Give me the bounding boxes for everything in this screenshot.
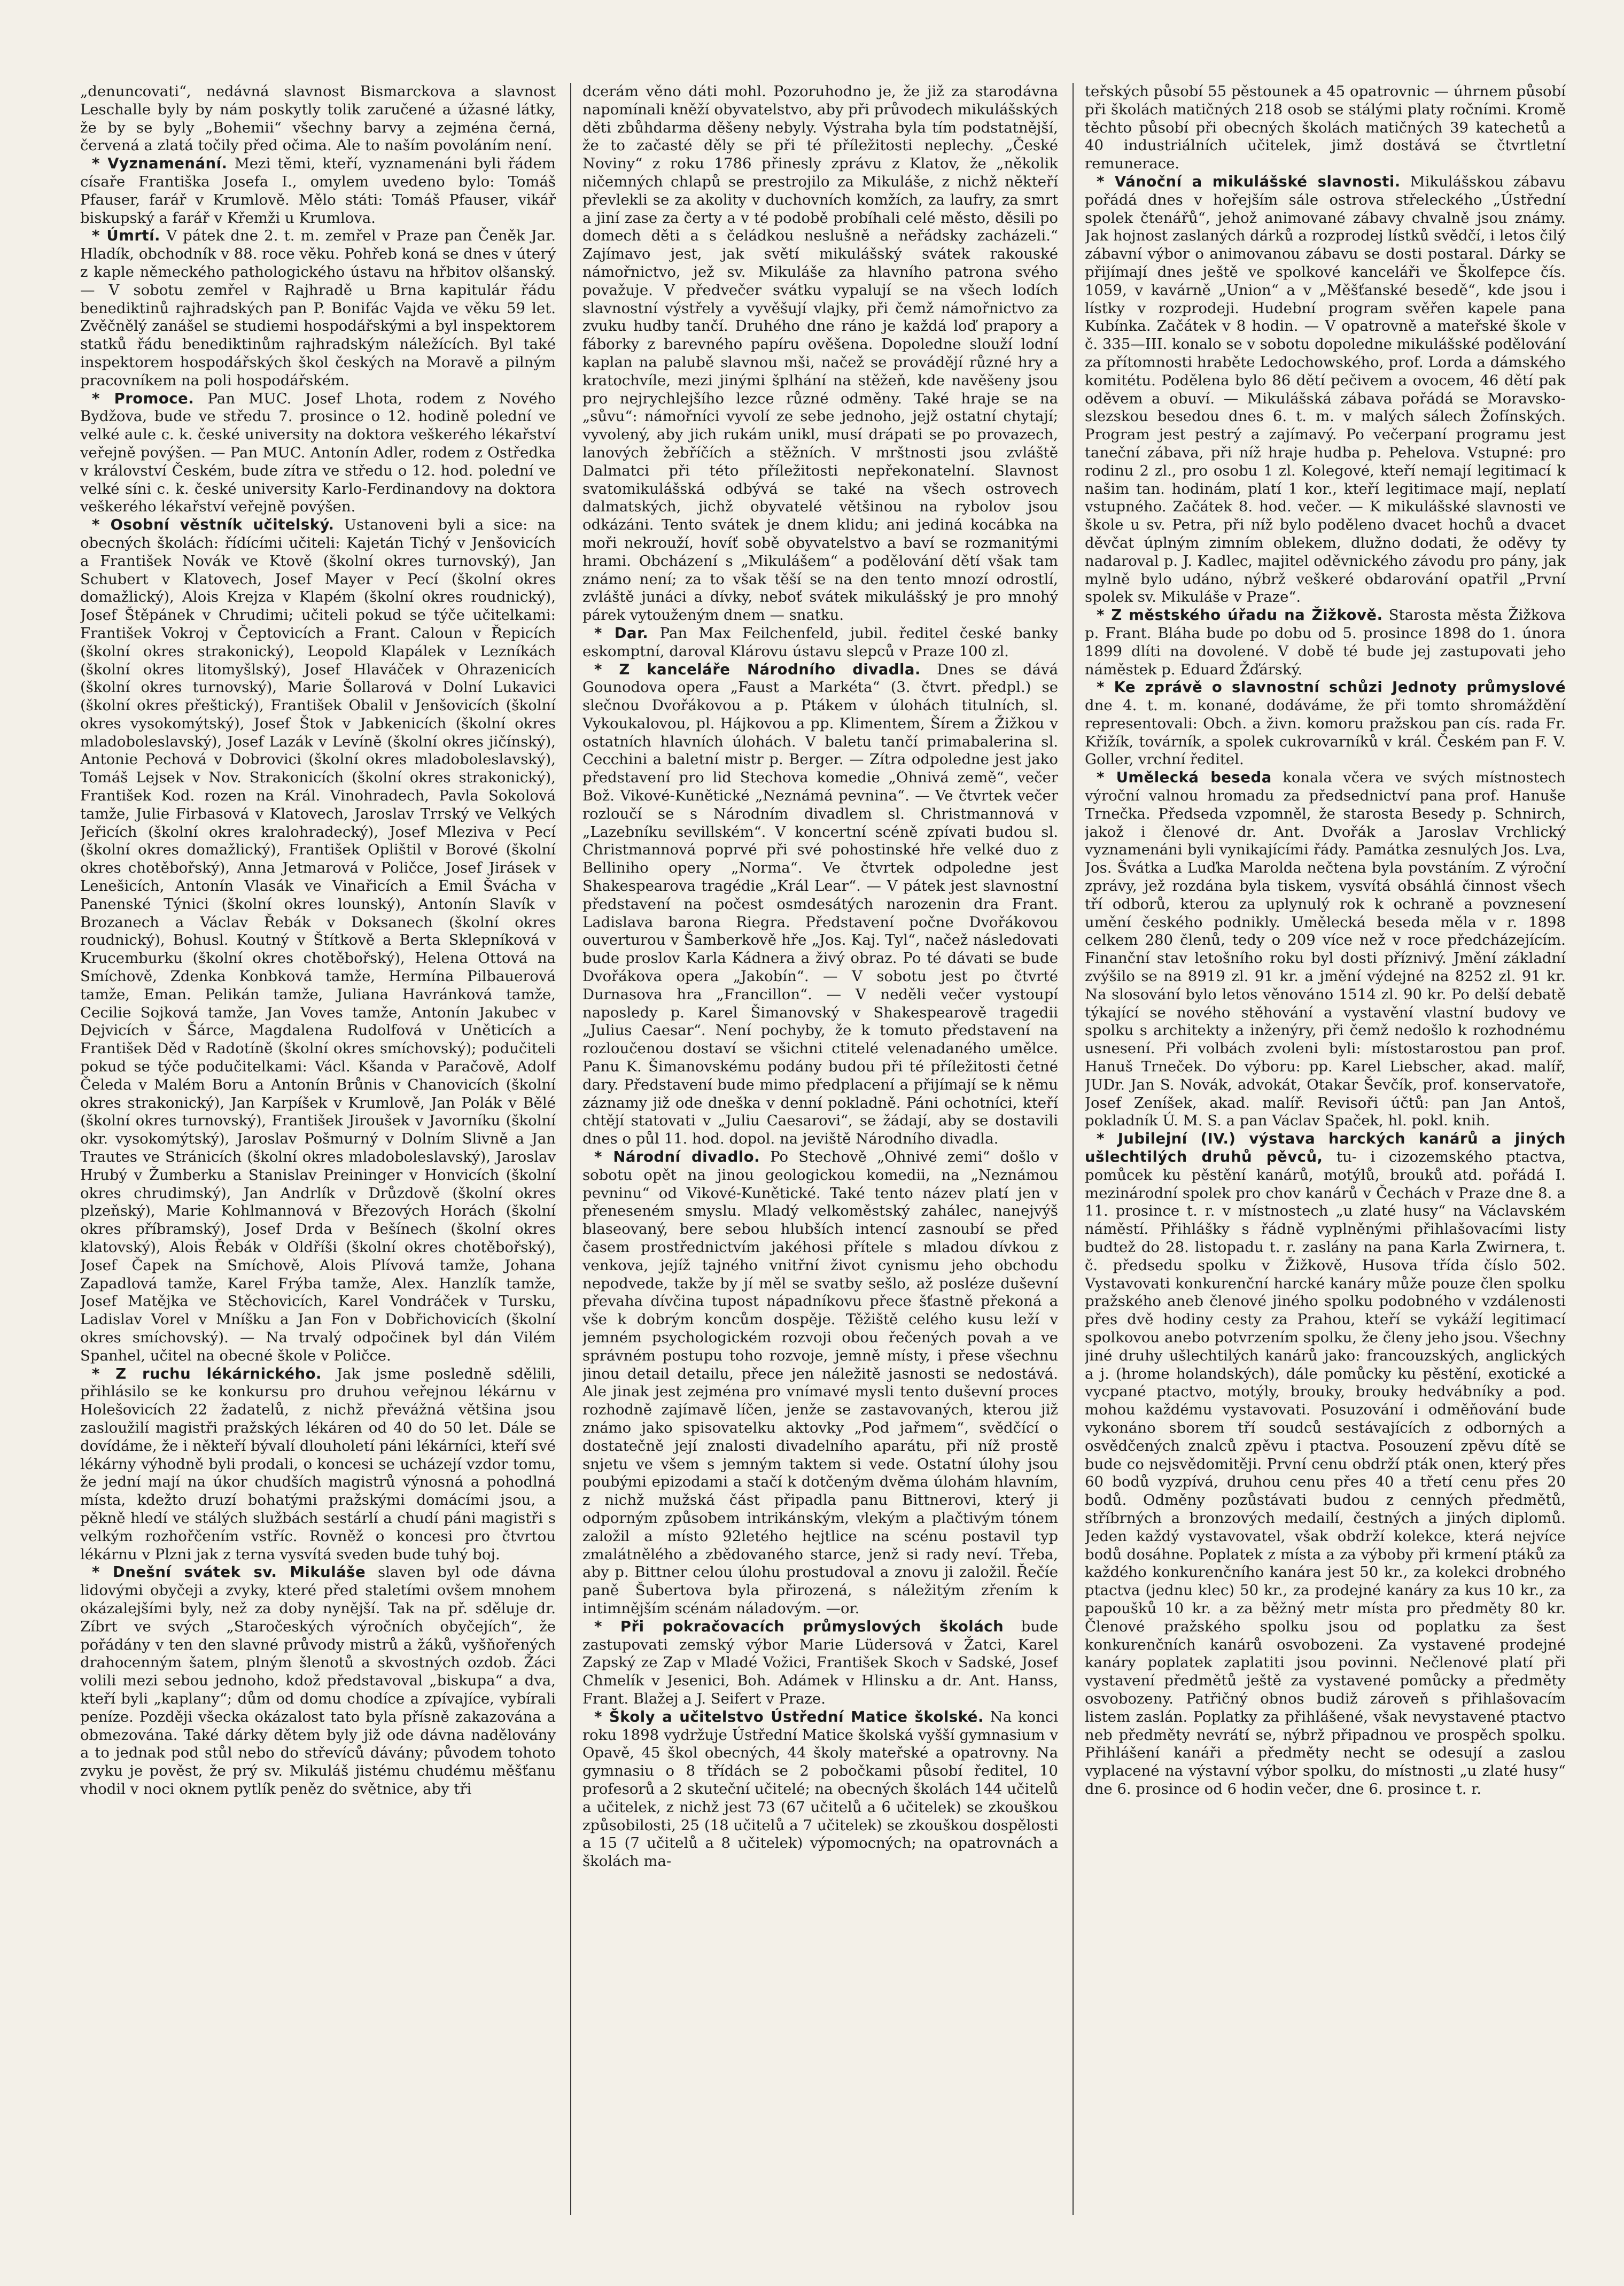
article-lekarnicky: * Z ruchu lékárnického. Jak jsme posledně sdělili, přihlásilo se ke konkursu pro druhou veřejnou lékárnu v Holešovicích 22 žadatelů, z nichž převážná většina jsou zasloužilí magistři pražských lékáren od 40 do 50 let. Dále se dovídáme, že i někteří bývalí dlouholetí páni lékárníci, kteří své lékárny výhodně byli prodali, o koncesi se ucházejí vzdor tomu, že jední mají na úkor chudších magistrů výnosná a pohodlná místa, kdežto druzí bohatými pražskými domácími jsou, a pěkně hledí ve stálých službách sestárlí a chudí páni magistři s velkým rozhořčením vstříc. Rovněž o koncesi pro čtvrtou lékárnu v Plzni jak z terna vysvítá sveden bude tuhý boj. [80,1365,556,1563]
article-heading: * Z ruchu lékárnického. [92,1365,322,1382]
article-vestnik-ucitelsky: * Osobní věstník učitelský. Ustanoveni byli a sice: na obecných školách: řídícími učiteli: Kajetán Tichý v Jenšovicích a František Novák ve Ktově (školní okres turnovský), Jan Schubert v Klatovech, Josef Mayer v Pecí (školní okres domažlický), Alois Krejza v Klapém (školní okres roudnický), Josef Štěpánek v Chrudimi; učiteli pokud se týče učitelkami: František Vokroj v Čeptovicích a Frant. Caloun v Řepicích (školní okres strakonický), Leopold Klapálek v Lezníkách (školní okres litomyšlský), Josef Hlaváček v Ohrazenicích (školní okres turnovský), Marie Šollarová v Dolní Lukavici (školní okres přeštický), František Obalil v Jenšovicích (školní okres vysokomýtský), Josef Štok v Jabkenicích (školní okres mladoboleslavský), Josef Lazák v Levíně (školní okres jičínský), Antonie Pechová v Dobrovici (školní okres mladoboleslavský), Tomáš Lejsek v Nov. Strakonicích (školní okres strakonický), František Kod. rozen na Král. Vinohradech, Pavla Sokolová tamže, Julie Firbasová v Klatovech, Jaroslav Trrský ve Velkých Jeřicích (školní okres kralohradecký), Josef Mleziva v Pecí (školní okres domažlický), František Oplištil v Borové (školní okres chotěbořský), Anna Jetmarová v Poličce, Josef Jirásek v Lenešicích, Antonín Vlasák ve Vinařicích a Emil Švácha v Panenské Týnici (školní okres lounský), Antonín Slavík v Brozanech a Václav Řebák v Doksanech (školní okres roudnický), Bohusl. Koutný v Štítkově a Berta Sklepníková v Krucemburku (školní okres chotěbořský), Helena Ottová na Smíchově, Zdenka Konbková tamže, Hermína Pilbauerová tamže, Eman. Pelikán tamže, Juliana Havránková tamže, Cecilie Sojková tamže, Jan Voves tamže, Antonín Jakubec v Dejvicích v Šárce, Magdalena Rudolfová v Uněticích a František Děd v Radotíně (školní okres smíchovský); podučiteli pokud se týče podučitelkami: Václ. Kšanda v Paračově, Adolf Čeleda v Malém Boru a Antonín Brůnis v Chanovicích (školní okres strakonický), Jan Karpíšek v Krumlově, Jan Polák v Bělé (školní okres turnovský), František Jiroušek v Javorníku (školní okr. vysokomýtský), Jaroslav Pošmurný v Dolním Slivně a Jan Trautes ve Stránicích (školní okres mladoboleslavský), Jaroslav Hrubý v Žumberku a Stanislav Preininger v Honvicích (školní okres chrudimský), Jan Andrlík v Drůzdově (školní okres plzeňský), Marie Kohlmannová v Březových Horách (školní okres příbramský), Josef Drda v Bešínech (školní okres klatovský), Alois Řebák v Oldříši (školní okres chotěbořský), Josef Čapek na Smíchově, Alois Plívová tamže, Johana Zapadlová tamže, Karel Frýba tamže, Alex. Hanzlík tamže, Josef Matějka ve Stěchovicích, Karel Vondráček v Tursku, Ladislav Vorel v Mníšku a Jan Fon v Dobřichovicích (školní okres smíchovský). — Na trvalý odpočinek byl dán Vilém Spanhel, učitel na obecné škole v Poličce. [80,516,556,1364]
article-vystava-kanaru: * Jubilejní (IV.) výstava harckých kanárů a jiných ušlechtilých druhů pěvců, tu- i cizozemského ptactva, pomůcek ku pěstění kanárů, motýlů, brouků atd. pořádá I. mezinárodní spolek pro chov kanárů v Čechách v Praze dne 8. a 11. prosince t. r. v místnostech „u zlaté husy“ na Václavském náměstí. Přihlášky s řádně vyplněnými přihlašovacími listy budtež do 28. listopadu t. r. zaslány na pana Karla Zwirnera, t. č. předsedu spolku v Žižkově, Husova třída číslo 502. Vystavovati konkurenční harcké kanáry může pouze člen spolku pražského aneb členové jiného spolku podobného v vzdálenosti přes dvě hodiny cesty za Prahou, kteří se vykáží legitimací spolkovou anebo potvrzením spolku, že členy jeho jsou. Všechny jiné druhy ušlechtilých kanárů jako: francouzských, anglických a j. (hrome holandských), dále pomůcky ku pěstění, exotické a vycpané ptactvo, motýly, brouky, brouky hedvábníky a pod. mohou každému vystavovati. Posuzování i odměňování bude vykonáno sborem tří soudců sestávajících z odborných a osvědčených znalců zpěvu i ptactva. Posouzení zpěvu dítě se bude co nejsvědomitěji. První cenu obdrží pták onen, který přes 60 bodů vyzpívá, druhou cenu přes 40 a třetí cenu přes 20 bodů. Odměny pozůstávati budou z cenných předmětů, stříbrných a bronzových medailí, čestných a jiných diplomů. Jeden každý vystavovatel, však obdrží kolekce, která nejvíce bodů dosáhne. Poplatek z místa a za výboby při krmení ptáků za každého konkurenčního kanára jest 50 kr., za kolekci drobného ptactva (jednu klec) 50 kr., za prodejné kanáry za kus 10 kr., za papoušků 10 kr. a za běžný metr místa pro předměty 80 kr. Členové pražského spolku jsou od poplatku za šest konkurenčních kanárů osvobozeni. Za vystavené prodejné kanáry poplatek zaplatiti jsou povinni. Nečlenové platí při vystavení předmětů ještě za vystavené pomůcky a předměty osvobozeny. Patřičný obnos budiž zároveň s přihlašovacím listem zaslán. Poplatky za přihlášené, však nevystavené ptactvo neb předměty nevrátí se, nýbrž připadnou ve prospěch spolku. Přihlášení kanáři a předměty necht se odesují a zaslou vyplacené na výstavní výbor spolku, do místnosti „u zlaté husy“ dne 6. prosince od 6 hodin večer, dne 6. prosince t. r. [1085,1130,1566,1798]
article-bismarck-continued: „denuncovati“, nedávná slavnost Bismarckova a slavnost Leschalle byly by nám poskytly tolik zaručené a úžasné látky, že by se byly „Bohemii“ všechny barvy a zejména černá, červená a zlatá točily před očima. Ale to naším povoláním není. [80,83,556,154]
article-mikulas-continued: dcerám věno dáti mohl. Pozoruhodno je, že již za starodávna napomínali kněží obyvatelstvo, aby při průvodech mikulášských děti zbůhdarma děšeny nebyly. Výstraha byla tím podstatnější, že to začasté děly se při té příležitosti neplechy. „České Noviny“ z roku 1786 přinesly zprávu z Klatov, že „několik ničemných chlapů se prestrojilo za Mikuláše, z nichž někteří převlekli se za akolity v duchovních komžích, za laufry, za smrt a jiní zase za čerty a v té podobě probíhali celé město, děsili po domech děti a s čeládkou neslušně a neřádsky zacházeli.“ Zajímavo jest, jak světí mikulášský svátek rakouské námořnictvo, jež sv. Mikuláše za hlavního patrona svého považuje. V předvečer svátku vypalují se na všech lodích slavnostní výstřely a vyvěšují vlajky, při čemž námořnictvo za zvuku hudby tančí. Druhého dne ráno je každá loď prapory a fáborky z barevného papíru ověšena. Dopoledne slouží lodní kaplan na palubě slavnou mši, načež se provádějí různé hry a kratochvíle, mezi jinými šplhání na stěžeň, kde navěšeny jsou pro nejrychlejšího lezce různé odměny. Také hraje se na „sůvu“: námořníci vyvolí ze sebe jednoho, jejž ostatní chytají; vyvolený, aby jich rukám unikl, musí drápati se po provazech, lanových žebříčích a stěžních. V mrštnosti jsou zvláště Dalmatci při této příležitosti nepřekonatelní. Slavnost svatomikulášská odbývá se také na všech ostrovech dalmatských, jichž obyvatelé většinou na rybolov jsou odkázáni. Tento svátek je dnem klidu; ani jediná kocábka na moři nekrouží, hovíť sobě obyvatelstvo a baví se rozmanitými hrami. Obcházení s „Mikulášem“ a podělování dětí však tam známo není; za to však těší se na den tento mnozí odrostlí, zvláště junáci a dívky, neboť svátek mikulášský je pro mnohý párek vytouženým dnem — snatku. [582,83,1058,624]
column-1 [80,83,556,2215]
article-heading: * Promoce. [92,390,195,407]
article-vyznamenani: * Vyznamenání. Mezi těmi, kteří, vyznamenáni byli řádem císaře Františka Josefa I., omylem uvedeno bylo: Tomáš Pfauser, farář v Krumlově. Mělo státi: Tomáš Pfauser, vikář biskupský a farář v Křemži u Krumlova. [80,155,556,227]
article-heading: * Dar. [594,624,649,642]
article-heading: * Školy a učitelstvo Ústřední Matice školské. [594,1708,984,1725]
article-umrti: * Úmrtí. V pátek dne 2. t. m. zemřel v Praze pan Čeněk Jar. Hladík, obchodník v 88. roce věku. Pohřeb koná se dnes v úterý z kaple německého pathologického ústavu na hřbitov olšanský. — V sobotu zemřel v Rajhradě u Brna kapitulár řádu benediktinů rajhradských pan P. Bonifác Vajda ve věku 59 let. Zvěčnělý zanášel se studiemi hospodářskými a byl inspektorem statků řádu benediktinům rajhradským náležících. Byl také inspektorem hospodářských škol českých na Moravě a pilným pracovníkem na poli hospodářském. [80,227,556,389]
article-mikulas: * Dnešní svátek sv. Mikuláše slaven byl ode dávna lidovými obyčeji a zvyky, které před staletími ovšem mnohem okázalejšími byly, než za doby nynější. Tak na př. sděluje dr. Zíbrt ve svých „Staročeských výročních obyčejích“, že pořádány v ten den slavné průvody mistrů a žáků, vyšňořených drahocenným šatem, plným šlenotů a skvostných ozdob. Žáci volili mezi sebou jednoho, kdož představoval „biskupa“ a dva, kteří byli „kaplany“; dům od domu chodíce a zpívajíce, vybírali peníze. Později všecka okázalost tato byla přísně zakazována a obmezována. Také dárky dětem byly již ode dávna nadělovány a to jednak pod stůl nebo do střevíců dávány; původem tohoto zvyku je pověst, že prý sv. Mikuláš jistému chudému měšťanu vhodil v noci oknem pytlík peněz do světnice, aby tři [80,1564,556,1798]
article-matice-continued: teřských působí 55 pěstounek a 45 opatrovnic — úhrnem působí při školách matičných 218 osob se stálými platy ročními. Kromě těchto působí při obecných školách matičných 39 katechetů a 40 industriálních učitelek, jimž dostává se čtvrtletní remunerace. [1085,83,1566,173]
article-heading: * Z městského úřadu na Žižkově. [1097,607,1383,624]
article-umelecka-beseda: * Umělecká beseda konala včera ve svých místnostech výroční valnou hromadu za předsednictví pana prof. Hanuše Trnečka. Předseda vzpomněl, že starosta Besedy p. Schnirch, jakož i členové dr. Ant. Dvořák a Jaroslav Vrchlický vyznamenáni byli vynikajícími řády. Památka zesnulých Jos. Lva, Jos. Švátka a Luďka Marolda nečtena byla povstáním. Z výroční zprávy, jež rozdána byla tiskem, vysvítá obsáhlá činnost všech tří odborů, kterou za uplynulý rok k ochraně a povznesení umění českého podnikly. Umělecká beseda měla v r. 1898 celkem 280 členů, tedy o 209 více než v roce předcházejícím. Finanční stav letošního roku byl dosti příznivý. Jmění základní zvýšilo se na 8919 zl. 91 kr. a jmění výdejné na 8252 zl. 91 kr. Na slosování bylo letos věnováno 1514 zl. 90 kr. Po delší debatě týkající se nového stěhování a vystavění vlastní budovy ve spolku s architekty a inženýry, při čemž nedošlo k rozhodnému usnesení. Při volbách zvoleni byli: místostarostou pan prof. Hanuš Trneček. Do výboru: pp. Karel Liebscher, akad. malíř, JUDr. Jan S. Novák, advokát, Otakar Ševčík, prof. konservatoře, Josef Zeníšek, akad. malíř. Revisoři účtů: pan Jan Antoš, pokladník Ú. M. S. a pan Václav Spaček, hl. pokl. knih. [1085,769,1566,1130]
article-heading: * Úmrtí. [92,227,160,245]
article-heading: * Umělecká beseda [1097,769,1272,787]
article-heading: * Z kanceláře Národního divadla. [594,660,921,678]
column-rule-right [1073,83,1074,2215]
article-heading: * Jubilejní (IV.) výstava harckých kanárů a jiných ušlechtilých druhů pěvců, [1085,1130,1566,1166]
article-narodni-divadlo: * Národní divadlo. Po Stechově „Ohnivé zemi“ došlo v sobotu opět na jinou geologickou komedii, na „Neznámou pevninu“ od Vikové-Kunětické. Také tento název platí jen v přeneseném smyslu. Mladý velkoměstský zahálec, nanejvýš blaseovaný, bere sebou hlubších intencí zasnoubí se před časem prostřednictvím jakéhosi přítele s mladou dívkou z venkova, jejíž tajného vnitřní život cynismu jeho obchodu nepodvede, takže by jí měl se svatby sešlo, až posléze duševní převaha dívčina tupost nápadníkovu přece šťastně překoná a vše k dobrým koncům dospěje. Těžiště celého kusu leží v jemném psychologickém rozvoji obou řečených povah a ve správném postupu toho rozvoje, jemně místy, i přese všechnu jinou detail detailu, přece jen náležitě jasnosti se nedostává. Ale jinak jest zejména pro vnímavé mysli tento duševní proces rozhodně zajímavě líčen, jenže se zastavovaných, kterou již známo jako spisovatelku aktovky „Pod jařmem“, svědčící o dostatečně její znalosti divadelního aparátu, při níž prostě snjetu ve všem s jemným taktem si vede. Ostatní úlohy jsou poubými epizodami a stačí k dotčeným dvěma úlohám hlavním, z nichž mužská část připadla panu Bittnerovi, který ji odporným způsobem intrikánským, vlekým a plačtivým tónem založil a místo 92letého hejtlice na scénu postavil typ zmalátnělého a zbědovaného starce, jenž si rady neví. Třeba, aby p. Bittner celou úlohu prostudoval a znovu ji založil. Řečíe paně Šubertova byla přirozená, s náležitým zřením k intimnějším scénám náladovým. —or. [582,1148,1058,1617]
article-promoce: * Promoce. Pan MUC. Josef Lhota, rodem z Nového Bydžova, bude ve středu 7. prosince o 12. hodině polední ve velké aule c. k. české university na doktora veškerého lékařství veřejně povýšen. — Pan MUC. Antonín Adler, rodem z Ostředka v království Českém, bude zítra ve středu o 12. hod. polední ve velké síni c. k. české university Karlo-Ferdinandovy na doktora veškerého lékařství veřejně povýšen. [80,390,556,516]
article-jednota-prumyslova: * Ke zprávě o slavnostní schůzi Jednoty průmyslové dne 4. t. m. konané, dodáváme, že při tomto shromáždění representovali: Obch. a živn. komoru pražskou pan cís. rada Fr. Křižík, továrník, a spolek cukrovarníků v král. Českém pan F. V. Goller, vrchní ředitel. [1085,679,1566,768]
article-heading: * Při pokračovacích průmyslových školách [594,1618,1004,1635]
column-2 [582,83,1058,2215]
article-heading: * Osobní věstník učitelský. [92,516,335,534]
article-heading: * Ke zprávě o slavnostní schůzi Jednoty průmyslové [1097,679,1566,696]
column-3 [1085,83,1566,2215]
article-prumyslove-skoly: * Při pokračovacích průmyslových školách bude zastupovati zemský výbor Marie Lüdersová v Žatci, Karel Zapský ze Zap v Mladé Vožici, František Skoch v Sadské, Josef Chmelík v Jesenici, Boh. Adámek v Hlinsku a dr. Ant. Hanss, Frant. Blažej a J. Seifert v Praze. [582,1618,1058,1707]
article-matice-skolska: * Školy a učitelstvo Ústřední Matice školské. Na konci roku 1898 vydržuje Ústřední Matice školská vyšší gymnasium v Opavě, 45 škol obecných, 44 školy mateřské a opatrovny. Na gymnasiu o 8 třídách se 2 pobočkami působí ředitel, 10 profesorů a 2 skuteční učitelé; na obecných školách 144 učitelů a učitelek, z nichž jest 73 (67 učitelů a 6 učitelek) se zkouškou způsobilosti, 25 (18 učitelů a 7 učitelek) se zkouškou dospělosti a 15 (7 učitelů a 8 učitelek) výpomocných; na opatrovnách a školách ma- [582,1708,1058,1870]
column-rule-left [570,83,571,2215]
article-heading: * Dnešní svátek sv. Mikuláše [92,1564,366,1581]
article-heading: * Národní divadlo. [594,1148,760,1166]
newspaper-page [80,83,1566,2215]
article-kancelar-narodniho-divadla: * Z kanceláře Národního divadla. Dnes se dává Gounodova opera „Faust a Markéta“ (3. čtvrt. předpl.) se slečnou Dvořákovou a p. Ptákem v úlohách titulních, sl. Vykoukalovou, pl. Hájkovou a pp. Klimentem, Šírem a Žižkou v ostatních hlavních úlohách. V baletu tančí primabalerina sl. Cecchini a baletní mistr p. Berger. — Zítra odpoledne jest jako představení pro lid Stechova komedie „Ohnivá země“, večer Bož. Vikové-Kunětické „Neznámá pevnina“. — Ve čtvrtek večer rozloučí se s Národním divadlem sl. Christmannová v „Lazebníku sevillském“. V koncertní scéně zpívati budou sl. Christmannová poprvé při své pohostinské hře velké duo z Belliniho opery „Norma“. Ve čtvrtek odpoledne jest Shakespearova tragédie „Král Lear“. — V pátek jest slavnostní představení na počest osmdesátých narozenin dra Frant. Ladislava barona Riegra. Představení počne Dvořákovou ouverturou v Šamberkově hře „Jos. Kaj. Tyl“, načež následovati bude proslov Karla Kádnera a živý obraz. Po té dávati se bude Dvořákova opera „Jakobín“. — V sobotu jest po čtvrté Durnasova hra „Francillon“. — V neděli večer vystoupí naposledy p. Karel Šimanovský v Shakespearově tragedii „Julius Caesar“. Není pochyby, že k tomuto představení na rozloučenou dostaví se všichni ctitelé velenadaného umělce. Panu K. Šimanovskému podány budou při té příležitosti četné dary. Představení bude mimo předplacení a přijímají se k němu záznamy již ode dneška v denní pokladně. Páni ochotníci, kteří chtějí statovati v „Juliu Caesarovi“, se žádají, aby se dostavili dnes o půl 11. hod. dopol. na jeviště Národního divadla. [582,660,1058,1148]
article-dar: * Dar. Pan Max Feilchenfeld, jubil. ředitel české banky eskomptní, daroval Klárovu ústavu slepců v Praze 100 zl. [582,624,1058,660]
article-vanocni-slavnosti: * Vánoční a mikulášské slavnosti. Mikulášskou zábavu pořádá dnes v hořejším sále ostrova střeleckého „Ústřední spolek čtenářů“, jehož animované zábavy chvalně jsou známy. Jak hojnost zaslaných dárků a rozprodej lístků svědčí, i letos čilý zábavní výbor o animovanou zábavu se dosti postaral. Dárky se přijímají dnes ještě ve spolkové kanceláři ve Školfepce čís. 1059, v kavárně „Union“ a v „Měšťanské besedě“, kde jsou i lístky v rozprodeji. Hudební program svěřen kapele pana Kubínka. Začátek v 8 hodin. — V opatrovně a mateřské škole v č. 335—III. konalo se v sobotu dopoledne mikulášské podělování za přítomnosti hraběte Ledochowského, prof. Lorda a dámského komitétu. Podělena bylo 86 dětí pečivem a ovocem, 46 dětí pak oděvem a obuví. — Mikulášská zábava pořádá se Moravsko-slezskou besedou dnes 6. t. m. v malých sálech Žofínských. Program jest pestrý a zajímavý. Po večerpaní programu jest taneční zábava, při níž hraje hudba p. Pehelova. Vstupné: pro rodinu 2 zl., pro osobu 1 zl. Kolegové, kteří nemají legitimací k našim tan. hodinám, platí 1 kor., kteří legitimace mají, neplatí vstupného. Začátek 8. hod. večer. — K mikulášské slavnosti ve škole u sv. Petra, při níž bylo poděleno dvacet hochů a dvacet děvčat úplným zimním oblekem, dlužno dodati, že oděvy ty nadaroval p. J. Kadlec, majitel oděvnického závodu pro pány, jak mylně bylo udáno, nýbrž veškeré obdarování opatřil „První spolek sv. Mikuláše v Praze“. [1085,173,1566,606]
article-heading: * Vánoční a mikulášské slavnosti. [1097,173,1401,190]
article-heading: * Vyznamenání. [92,155,228,173]
article-zizkov-urad: * Z městského úřadu na Žižkově. Starosta města Žižkova p. Frant. Bláha bude po dobu od 5. prosince 1898 do 1. února 1899 dlíti na dovolené. V době té bude jej zastupovati jeho náměstek p. Eduard Žďárský. [1085,607,1566,678]
